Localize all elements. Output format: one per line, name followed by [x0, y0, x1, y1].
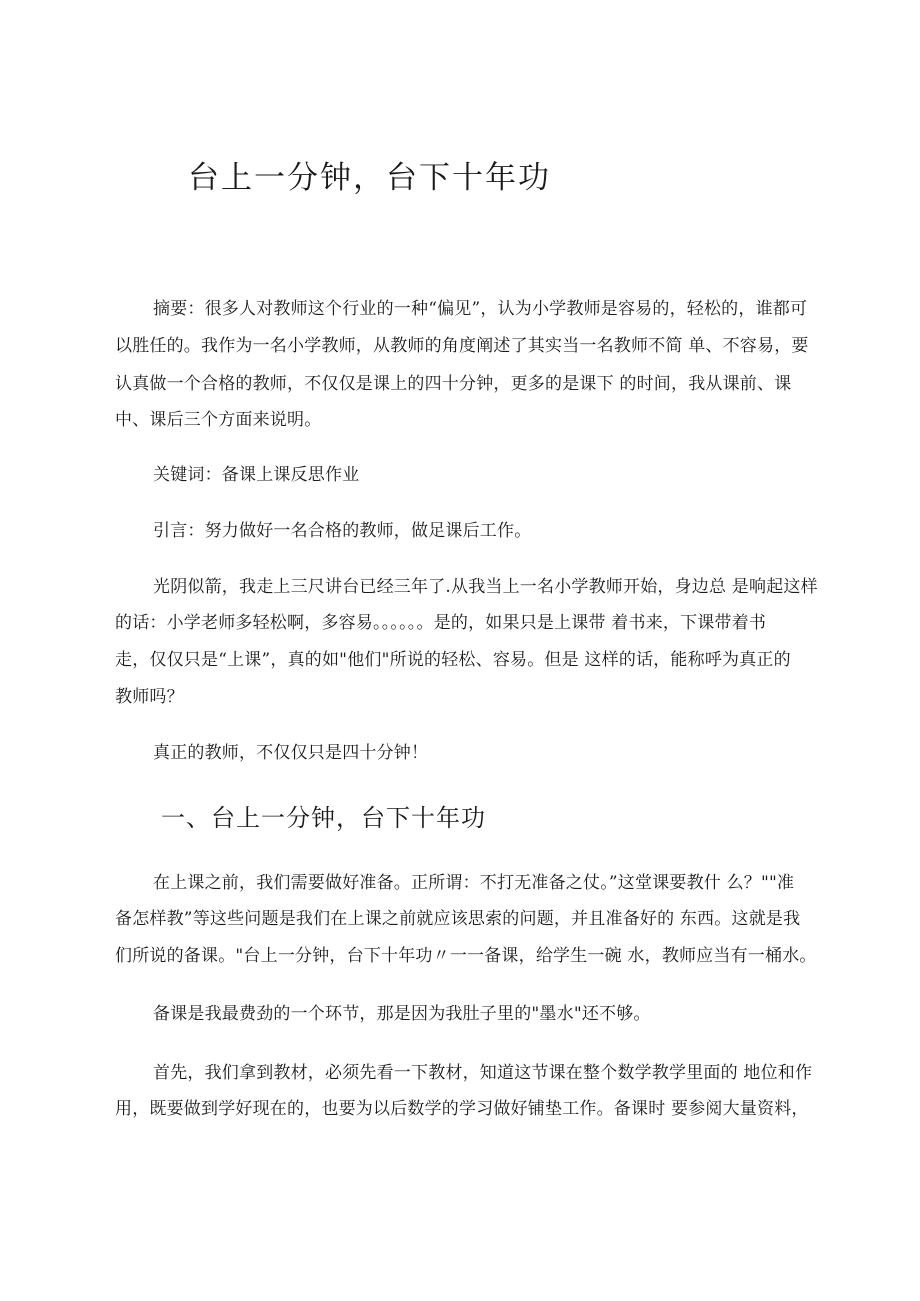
paragraph-line: 首先，我们拿到教材，必须先看一下教材，知道这节课在整个数学教学里面的 地位和作: [153, 1063, 813, 1083]
paragraph-line: 的话：小学老师多轻松啊，多容易。。。。。。是的，如果只是上课带 着书来，下课带着书: [115, 613, 767, 633]
abstract-line: 中、课后三个方面来说明。: [115, 410, 322, 430]
paragraph-line: 备怎样教”等这些问题是我们在上课之前就应该思索的问题，并且准备好的 东西。这就是我: [115, 909, 801, 929]
abstract-line: 以胜任的。我作为一名小学教师，从教师的角度阐述了其实当一名教师不简 单、不容易，要: [115, 336, 809, 356]
paragraph-line: 教师吗？: [115, 687, 184, 707]
keywords-line: 关键词：备课上课反思作业: [153, 465, 360, 485]
intro-line: 引言：努力做好一名合格的教师，做足课后工作。: [153, 521, 532, 541]
paragraph-line: 真正的教师，不仅仅只是四十分钟！: [153, 743, 429, 763]
abstract-line: 摘要：很多人对教师这个行业的一种“偏见”，认为小学教师是容易的，轻松的，谁都可: [153, 299, 808, 319]
paragraph-line: 备课是我最费劲的一个环节，那是因为我肚子里的"墨水"还不够。: [153, 1004, 651, 1024]
paragraph-line: 在上课之前，我们需要做好准备。正所谓：不打无准备之仗。”这堂课要教什 么？""准: [153, 873, 795, 893]
paragraph-line: 用，既要做到学好现在的，也要为以后数学的学习做好铺垫工作。备课时 要参阅大量资料，: [115, 1099, 809, 1119]
paragraph-line: 走，仅仅只是“上课”，真的如"他们"所说的轻松、容易。但是 这样的话，能称呼为真正的: [115, 650, 791, 670]
paragraph-line: 们所说的备课。"台上一分钟，台下十年功〃一一备课，给学生一碗 水，教师应当有一桶水。: [115, 946, 817, 966]
paragraph-line: 光阴似箭，我走上三尺讲台已经三年了.从我当上一名小学教师开始，身边总 是响起这样: [153, 577, 818, 597]
section-heading: 一、台上一分钟，台下十年功: [161, 804, 486, 832]
abstract-line: 认真做一个合格的教师，不仅仅是课上的四十分钟，更多的是课下 的时间，我从课前、课: [115, 374, 792, 394]
document-title: 台上一分钟，台下十年功: [188, 160, 551, 196]
